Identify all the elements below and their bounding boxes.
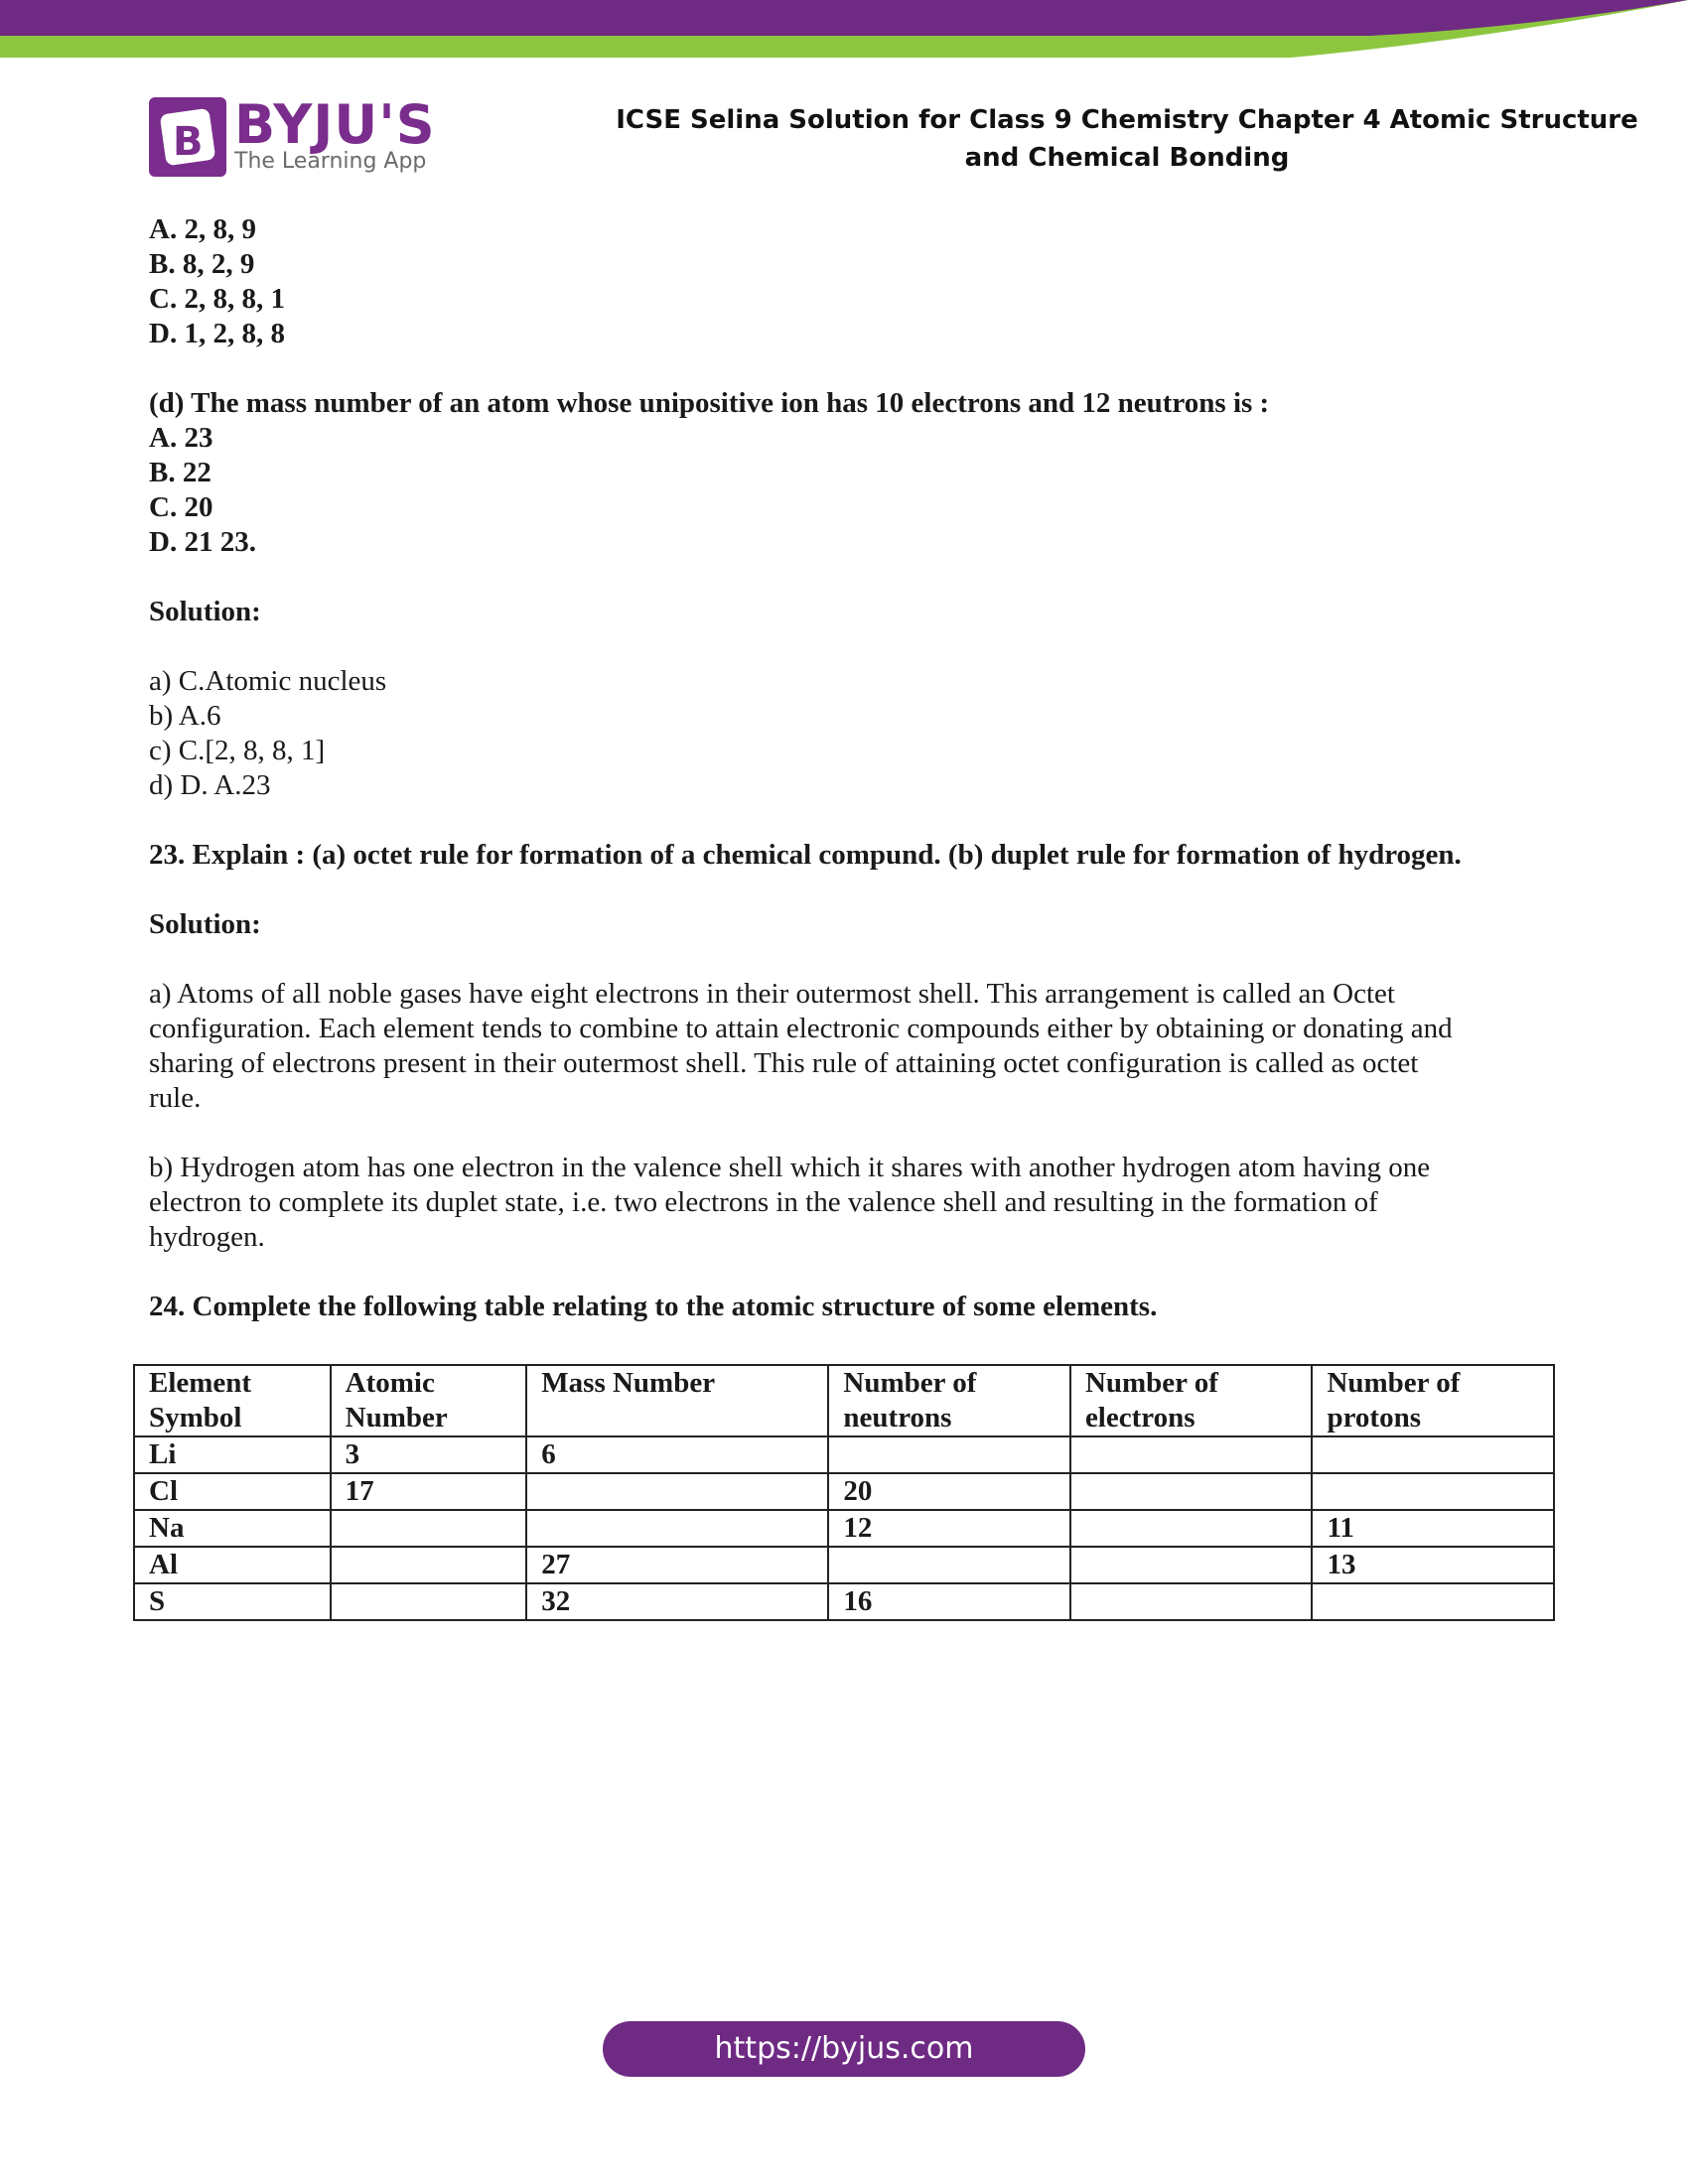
table-cell: Li: [134, 1436, 331, 1473]
option-item: D. 21 23.: [149, 526, 256, 558]
table-cell: [828, 1547, 1070, 1583]
table-cell: [1070, 1547, 1313, 1583]
answer-item: c) C.[2, 8, 8, 1]: [149, 735, 326, 766]
table-cell: 3: [331, 1436, 527, 1473]
header-mass-number: Mass Number: [526, 1365, 828, 1436]
top-banner: [0, 0, 1688, 62]
table-row: [134, 1547, 1554, 1583]
table-cell: 27: [526, 1547, 828, 1583]
table-header-row: [134, 1365, 1554, 1436]
table-cell: 17: [331, 1473, 527, 1510]
document-body: [149, 212, 1559, 1324]
table-row: [134, 1473, 1554, 1510]
document-title: ICSE Selina Solution for Class 9 Chemistry Chapter 4 Atomic Structure and Chemical Bonding: [616, 105, 1638, 173]
table-cell: 16: [828, 1583, 1070, 1620]
question-d: [149, 386, 1559, 560]
answer-line: electron to complete its duplet state, i.e. two electrons in the valence shell and resulting in the formation of: [149, 1186, 1378, 1218]
answer-item: a) C.Atomic nucleus: [149, 665, 387, 697]
table-cell: [526, 1510, 828, 1547]
header-protons: Number of protons: [1312, 1365, 1554, 1436]
table-cell: 11: [1312, 1510, 1554, 1547]
solution-heading: Solution:: [149, 908, 261, 940]
header-electrons: Number of electrons: [1070, 1365, 1313, 1436]
table-cell: S: [134, 1583, 331, 1620]
table-cell: [1070, 1510, 1313, 1547]
option-item: B. 8, 2, 9: [149, 248, 255, 280]
table-row: [134, 1510, 1554, 1547]
table-cell: [1312, 1583, 1554, 1620]
option-item: A. 23: [149, 422, 213, 454]
brand-name: BYJU'S: [234, 93, 436, 156]
answer-line: configuration. Each element tends to combine to attain electronic compounds either by obtaining or donating and: [149, 1013, 1453, 1044]
table-cell: Cl: [134, 1473, 331, 1510]
table-row: [134, 1583, 1554, 1620]
answer-line: a) Atoms of all noble gases have eight electrons in their outermost shell. This arrangement is called an Octet: [149, 978, 1395, 1010]
option-item: B. 22: [149, 457, 211, 488]
brand-tagline: The Learning App: [234, 149, 427, 174]
question-text: (d) The mass number of an atom whose unipositive ion has 10 electrons and 12 neutrons is :: [149, 387, 1270, 419]
table-cell: Al: [134, 1547, 331, 1583]
table-cell: [1070, 1473, 1313, 1510]
answer-item: d) D. A.23: [149, 769, 271, 801]
answer-23a: [149, 977, 1559, 1116]
svg-text:B: B: [173, 119, 204, 165]
table-cell: [1312, 1473, 1554, 1510]
question-c-options: [149, 212, 1559, 351]
solution-22-answers: [149, 664, 1559, 803]
header-atomic-number: Atomic Number: [331, 1365, 527, 1436]
answer-line: hydrogen.: [149, 1221, 265, 1253]
answer-line: sharing of electrons present in their outermost shell. This rule of attaining octet configuration is called as octet: [149, 1047, 1419, 1079]
option-item: D. 1, 2, 8, 8: [149, 318, 285, 349]
table-cell: 6: [526, 1436, 828, 1473]
table-cell: [1312, 1436, 1554, 1473]
table-cell: [1070, 1583, 1313, 1620]
option-item: A. 2, 8, 9: [149, 213, 256, 245]
table-cell: [828, 1436, 1070, 1473]
header-element-symbol: Element Symbol: [134, 1365, 331, 1436]
question-24: 24. Complete the following table relating to the atomic structure of some elements.: [149, 1291, 1158, 1322]
footer-url-link[interactable]: https://byjus.com: [603, 2021, 1085, 2077]
question-23: 23. Explain : (a) octet rule for formation of a chemical compund. (b) duplet rule for formation of hydrogen.: [149, 839, 1462, 871]
table-cell: 12: [828, 1510, 1070, 1547]
byjus-logo[interactable]: [149, 93, 437, 181]
table-cell: [331, 1510, 527, 1547]
option-item: C. 20: [149, 491, 213, 523]
header-neutrons: Number of neutrons: [828, 1365, 1070, 1436]
table-row: [134, 1436, 1554, 1473]
table-cell: [331, 1547, 527, 1583]
table-cell: 13: [1312, 1547, 1554, 1583]
answer-23b: [149, 1151, 1559, 1255]
table-cell: [1070, 1436, 1313, 1473]
solution-heading: Solution:: [149, 596, 261, 627]
option-item: C. 2, 8, 8, 1: [149, 283, 285, 315]
table-cell: [331, 1583, 527, 1620]
answer-line: rule.: [149, 1082, 202, 1114]
table-cell: 32: [526, 1583, 828, 1620]
atomic-structure-table: [133, 1364, 1555, 1621]
table-cell: [526, 1473, 828, 1510]
table-cell: Na: [134, 1510, 331, 1547]
byjus-b-icon: [149, 97, 226, 177]
table-cell: 20: [828, 1473, 1070, 1510]
answer-line: b) Hydrogen atom has one electron in the valence shell which it shares with another hydrogen atom having one: [149, 1152, 1431, 1183]
answer-item: b) A.6: [149, 700, 221, 732]
